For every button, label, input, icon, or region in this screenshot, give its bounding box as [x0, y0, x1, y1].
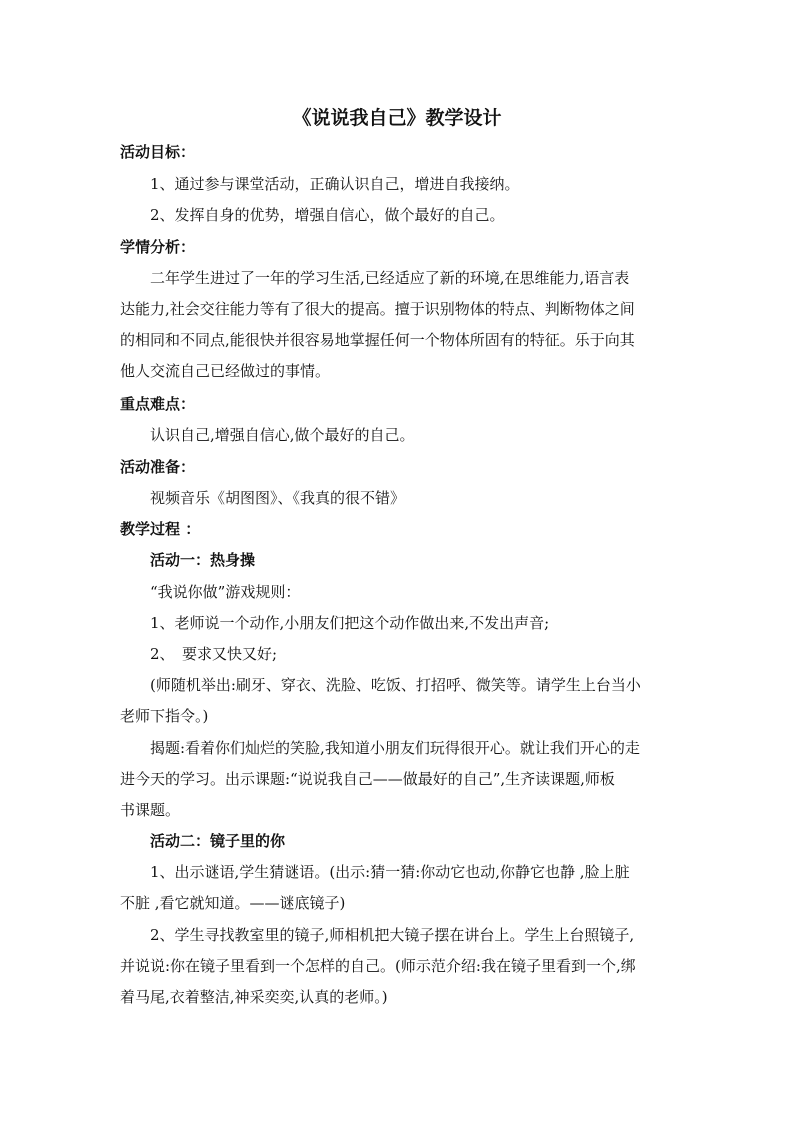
goal-item-2: 2、发挥自身的优势，增强自信心，做个最好的自己。 [150, 206, 505, 224]
key-points-heading: 重点难点： [120, 395, 196, 413]
activity-1-reveal-line-2: 进今天的学习。出示课题:“说说我自己——做最好的自己”,生齐读课题,师板 [120, 770, 615, 788]
activity-1-reveal-line-3: 书课题。 [120, 801, 181, 819]
activity-2-item-1-line-2: 不脏 ,看它就知道。——谜底镜子) [120, 894, 346, 912]
activity-1-item-2: 2、 要求又快又好; [150, 645, 278, 663]
activity-1-note-line-2: 老师下指令。) [120, 707, 209, 725]
process-heading: 教学过程 ： [120, 520, 201, 538]
analysis-heading: 学情分析： [120, 238, 196, 256]
activity-1-rule: “我说你做”游戏规则： [150, 583, 301, 601]
activity-2-item-2-line-3: 着马尾,衣着整洁,神采奕奕,认真的老师。) [120, 988, 388, 1006]
document-title: 《说说我自己》教学设计 [292, 107, 502, 129]
activity-2-title: 活动二：镜子里的你 [150, 832, 286, 850]
activity-2-item-1-line-1: 1、出示谜语,学生猜谜语。(出示:猜一猜:你动它也动,你静它也静 ,脸上脏 [150, 863, 630, 881]
analysis-line-2: 达能力,社会交往能力等有了很大的提高。擅于识别物体的特点、判断物体之间 [120, 300, 635, 318]
activity-1-reveal-line-1: 揭题:看着你们灿烂的笑脸,我知道小朋友们玩得很开心。就让我们开心的走 [150, 739, 640, 757]
goals-heading: 活动目标： [120, 143, 196, 161]
activity-1-note-line-1: (师随机举出:刷牙、穿衣、洗脸、吃饭、打招呼、微笑等。请学生上台当小 [150, 676, 641, 694]
analysis-line-3: 的相同和不同点,能很快并很容易地掌握任何一个物体所固有的特征。乐于向其 [120, 331, 635, 349]
preparation-text: 视频音乐《胡图图》、《我真的很不错》 [150, 489, 406, 507]
activity-1-title: 活动一：热身操 [150, 551, 256, 569]
activity-2-item-2-line-1: 2、学生寻找教室里的镜子,师相机把大镜子摆在讲台上。学生上台照镜子, [150, 926, 635, 944]
analysis-line-1: 二年学生进过了一年的学习生活,已经适应了新的环境,在思维能力,语言表 [150, 269, 630, 287]
activity-2-item-2-line-2: 并说说:你在镜子里看到一个怎样的自己。(师示范介绍:我在镜子里看到一个,绑 [120, 957, 636, 975]
activity-1-item-1: 1、老师说一个动作,小朋友们把这个动作做出来,不发出声音; [150, 614, 550, 632]
analysis-line-4: 他人交流自己已经做过的事情。 [120, 362, 331, 380]
goal-item-1: 1、通过参与课堂活动，正确认识自己，增进自我接纳。 [150, 175, 520, 193]
preparation-heading: 活动准备： [120, 458, 196, 476]
key-points-text: 认识自己,增强自信心,做个最好的自己。 [150, 426, 415, 444]
